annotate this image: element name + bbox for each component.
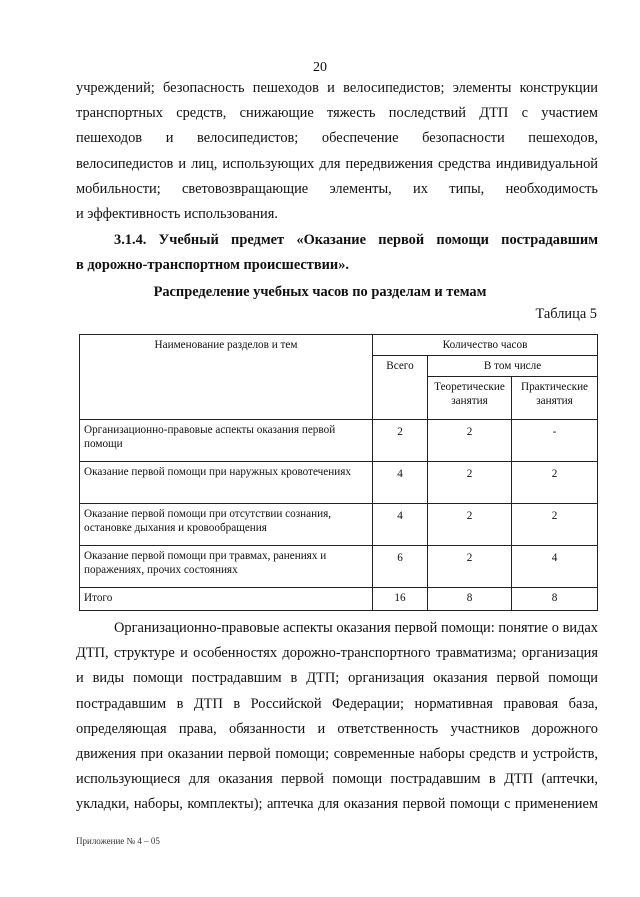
table-title: Распределение учебных часов по разделам и темам — [153, 284, 487, 300]
total-name: Итого — [80, 588, 373, 611]
row-total: 4 — [373, 504, 428, 546]
body-paragraph-1 — [76, 76, 598, 227]
header-hours: Количество часов — [373, 335, 598, 356]
text-line: определяющая права, обязанности и ответственность участников дорожного — [76, 720, 598, 737]
table-header-row — [80, 335, 598, 356]
row-practice: 2 — [512, 462, 598, 504]
heading-line: 3.1.4. Учебный предмет «Оказание первой помощи пострадавшим — [114, 232, 598, 248]
text-line: пострадавшим в ДТП в Российской Федерации; нормативная правовая база, — [76, 695, 598, 712]
row-name: Оказание первой помощи при травмах, ранениях и поражениях, прочих состояниях — [80, 546, 373, 588]
text-line: пешеходов и велосипедистов; обеспечение безопасности пешеходов, — [76, 130, 598, 147]
header-practice: Практические занятия — [512, 377, 598, 420]
table-row — [80, 504, 598, 546]
heading-line: в дорожно-транспортном происшествии». — [76, 257, 349, 274]
text-line: транспортных средств, снижающие тяжесть последствий ДТП с участием — [76, 105, 598, 122]
row-name: Оказание первой помощи при наружных кровотечениях — [80, 462, 373, 504]
header-total: Всего — [373, 356, 428, 420]
total-practice: 8 — [512, 588, 598, 611]
text-line: Организационно-правовые аспекты оказания первой помощи: понятие о видах — [114, 620, 598, 636]
row-practice: - — [512, 420, 598, 462]
body-paragraph-2 — [76, 616, 598, 818]
row-total: 4 — [373, 462, 428, 504]
table-label: Таблица 5 — [535, 306, 597, 322]
total-theory: 8 — [428, 588, 512, 611]
row-practice: 2 — [512, 504, 598, 546]
row-total: 6 — [373, 546, 428, 588]
row-theory: 2 — [428, 462, 512, 504]
header-including: В том числе — [428, 356, 598, 377]
footer-note: Приложение № 4 – 05 — [76, 836, 160, 846]
text-line: учреждений; безопасность пешеходов и велосипедистов; элементы конструкции — [76, 80, 598, 96]
text-line: и эффективность использования. — [76, 206, 278, 223]
table-row — [80, 546, 598, 588]
table-row — [80, 462, 598, 504]
row-theory: 2 — [428, 546, 512, 588]
row-theory: 2 — [428, 504, 512, 546]
hours-table — [79, 334, 598, 611]
header-theory: Теоретические занятия — [428, 377, 512, 420]
text-line: мобильности; световозвращающие элементы, их типы, необходимость — [76, 180, 598, 197]
row-name: Организационно-правовые аспекты оказания первой помощи — [80, 420, 373, 462]
text-line: движения при оказании первой помощи; современные наборы средств и устройств, — [76, 746, 598, 763]
total-total: 16 — [373, 588, 428, 611]
text-line: ДТП, структуре и особенностях дорожно-транспортного травматизма; организация — [76, 645, 598, 662]
text-line: и виды помощи пострадавшим в ДТП; организация оказания первой помощи — [76, 670, 598, 687]
text-line: укладки, наборы, комплекты); аптечка для оказания первой помощи с применением — [76, 796, 598, 813]
page-number: 20 — [313, 60, 327, 75]
table-row — [80, 420, 598, 462]
header-name: Наименование разделов и тем — [80, 335, 373, 420]
row-practice: 4 — [512, 546, 598, 588]
row-theory: 2 — [428, 420, 512, 462]
table-total-row — [80, 588, 598, 611]
text-line: использующиеся для оказания первой помощи пострадавшим в ДТП (аптечки, — [76, 771, 598, 788]
row-total: 2 — [373, 420, 428, 462]
row-name: Оказание первой помощи при отсутствии сознания, остановке дыхания и кровообращения — [80, 504, 373, 546]
text-line: велосипедистов и лиц, использующих для передвижения средства индивидуальной — [76, 155, 598, 172]
section-heading — [76, 228, 598, 278]
